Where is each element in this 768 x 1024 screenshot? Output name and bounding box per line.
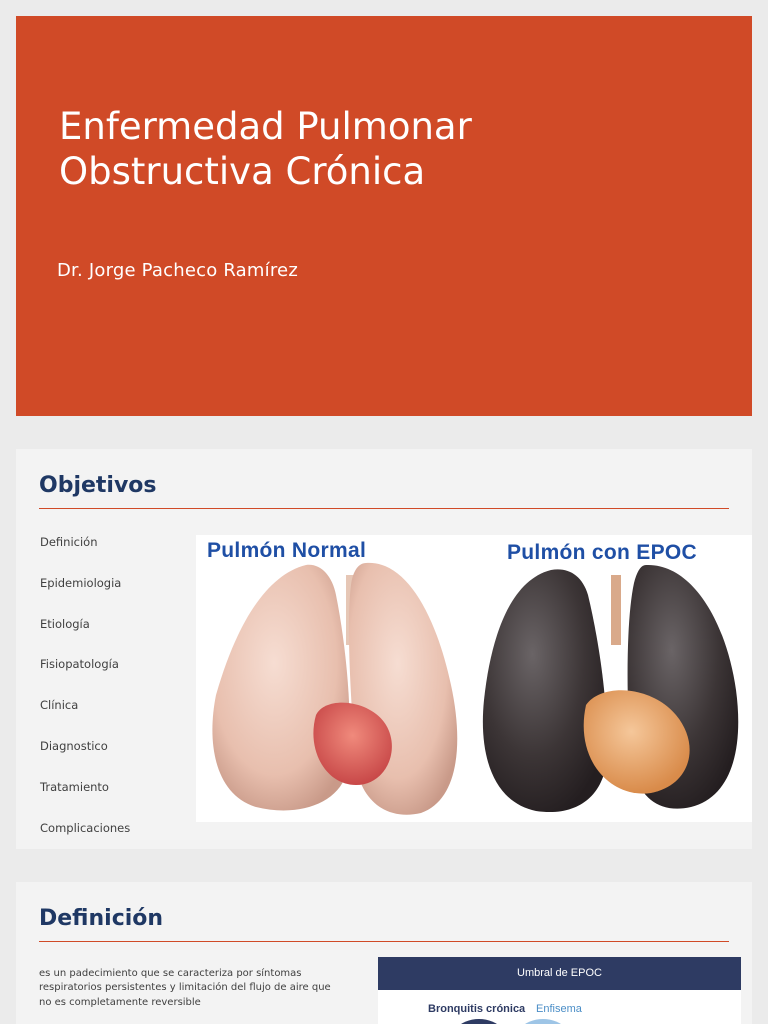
list-item: Definición [40,535,98,549]
list-item: Fisiopatología [40,657,119,672]
objectives-list [40,535,130,861]
definition-slide [16,882,752,1024]
emphysema-label: Enfisema [536,1003,582,1015]
heading-divider [39,508,729,509]
lungs-illustration [196,535,752,822]
chronic-bronchitis-label: Bronquitis crónica [428,1003,526,1015]
heading-divider [39,941,729,942]
lungs-comparison-image [196,535,752,822]
epoc-threshold-diagram [378,957,741,1024]
epoc-lung-label: Pulmón con EPOC [507,541,698,564]
epoc-left-lung [483,569,607,812]
objectives-slide [16,449,752,849]
diagram-header: Umbral de EPOC [378,957,741,990]
emphysema-circle [508,1019,578,1024]
slide-heading: Definición [39,906,164,931]
list-item: Clínica [40,698,79,713]
list-item: Tratamiento [40,779,109,794]
list-item: Complicaciones [40,820,131,835]
title-line-1: Enfermedad Pulmonar [59,105,472,148]
title-slide [16,16,752,416]
author-name: Dr. Jorge Pacheco Ramírez [57,260,298,281]
slide-heading: Objetivos [39,473,157,498]
list-item: Etiología [40,616,90,631]
title-line-2: Obstructiva Crónica [59,150,426,193]
normal-lung-label: Pulmón Normal [207,539,367,562]
list-item: Epidemiologia [40,575,122,590]
definition-text: es un padecimiento que se caracteriza por síntomas respiratorios persistentes y limitación del flujo de aire que no es completamente reversible [39,968,331,1008]
presentation-title [59,104,472,194]
chronic-bronchitis-circle [444,1019,514,1024]
epoc-trachea [611,575,621,645]
list-item: Diagnostico [40,738,108,753]
